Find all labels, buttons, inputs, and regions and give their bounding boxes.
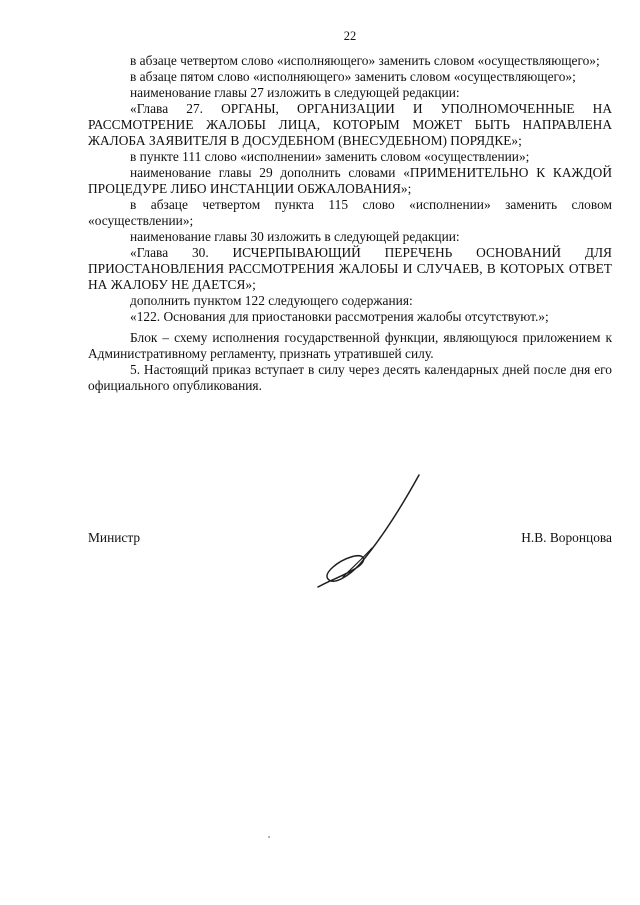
paragraph-chapter-27-heading: «Глава 27. ОРГАНЫ, ОРГАНИЗАЦИИ И УПОЛНОМОЧЕННЫЕ НА РАССМОТРЕНИЕ ЖАЛОБЫ ЛИЦА, КОТОРЫМ МОЖЕТ БЫТЬ НАПРАВЛЕНА ЖАЛОБА ЗАЯВИТЕЛЯ В ДОСУДЕБНОМ (ВНЕСУДЕБНОМ) ПОРЯДКЕ»;	[88, 101, 612, 148]
page-number: 22	[343, 29, 357, 43]
paragraph: в абзаце пятом слово «исполняющего» заменить словом «осуществляющего»;	[130, 69, 576, 84]
paragraph: наименование главы 27 изложить в следующей редакции:	[130, 85, 460, 100]
paragraph: в абзаце четвертом пункта 115 слово «исполнении» заменить словом «осуществлении»;	[88, 197, 612, 228]
scan-artifact-dot	[268, 836, 270, 838]
signer-name: Н.В. Воронцова	[521, 530, 612, 545]
paragraph: Блок – схему исполнения государственной функции, являющуюся приложением к Административному регламенту, признать утратившей силу.	[88, 330, 612, 361]
handwritten-signature	[298, 472, 433, 597]
paragraph: наименование главы 30 изложить в следующей редакции:	[130, 229, 460, 244]
paragraph: в абзаце четвертом слово «исполняющего» заменить словом «осуществляющего»;	[130, 53, 600, 68]
paragraph-chapter-30-heading: «Глава 30. ИСЧЕРПЫВАЮЩИЙ ПЕРЕЧЕНЬ ОСНОВАНИЙ ДЛЯ ПРИОСТАНОВЛЕНИЯ РАССМОТРЕНИЯ ЖАЛОБЫ И СЛУЧАЕВ, В КОТОРЫХ ОТВЕТ НА ЖАЛОБУ НЕ ДАЕТСЯ»;	[88, 245, 612, 292]
paragraph: в пункте 111 слово «исполнении» заменить словом «осуществлении»;	[130, 149, 530, 164]
document-body	[88, 53, 612, 394]
paragraph: наименование главы 29 дополнить словами «ПРИМЕНИТЕЛЬНО К КАЖДОЙ ПРОЦЕДУРЕ ЛИБО ИНСТАНЦИИ ОБЖАЛОВАНИЯ»;	[88, 165, 612, 196]
paragraph: «122. Основания для приостановки рассмотрения жалобы отсутствуют.»;	[130, 309, 549, 324]
paragraph-item-5: 5. Настоящий приказ вступает в силу через десять календарных дней после дня его официального опубликования.	[88, 362, 612, 393]
signer-title: Министр	[88, 530, 141, 545]
paragraph: дополнить пунктом 122 следующего содержания:	[130, 293, 413, 308]
